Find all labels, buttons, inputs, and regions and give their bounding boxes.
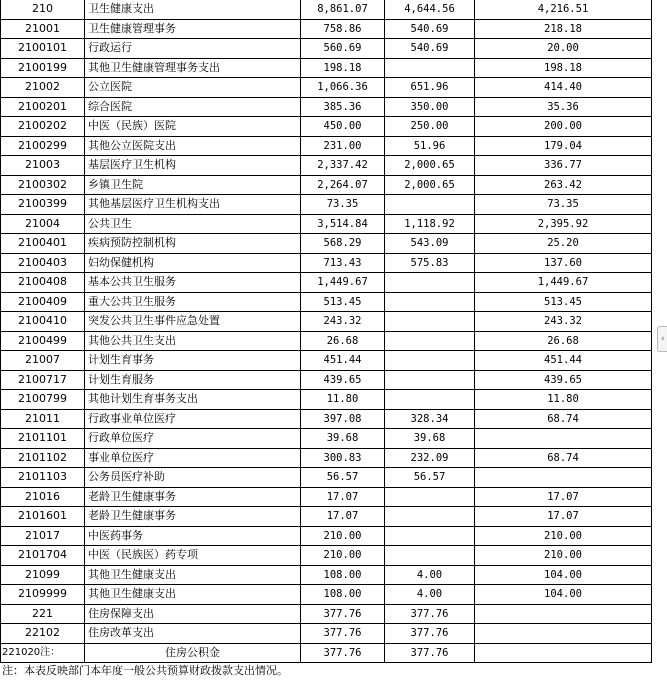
cell-name: 住房保障支出 bbox=[85, 604, 301, 624]
cell-code: 21001 bbox=[1, 19, 85, 39]
table-row bbox=[1, 429, 652, 449]
table-row bbox=[1, 390, 652, 410]
cell-total: 26.68 bbox=[301, 331, 385, 351]
table-row bbox=[1, 292, 652, 312]
table-row bbox=[1, 195, 652, 215]
cell-total: 385.36 bbox=[301, 97, 385, 117]
cell-basic: 328.34 bbox=[385, 409, 475, 429]
cell-code: 221020注： bbox=[1, 643, 85, 663]
cell-project: 2,395.92 bbox=[475, 214, 652, 234]
cell-name: 行政运行 bbox=[85, 39, 301, 59]
cell-name: 重大公共卫生服务 bbox=[85, 292, 301, 312]
table-row bbox=[1, 58, 652, 78]
cell-name: 公立医院 bbox=[85, 78, 301, 98]
table-row bbox=[1, 214, 652, 234]
cell-name: 住房改革支出 bbox=[85, 624, 301, 644]
scroll-tab-handle[interactable] bbox=[657, 326, 667, 352]
cell-total: 8,861.07 bbox=[301, 0, 385, 19]
table-row bbox=[1, 351, 652, 371]
table-row bbox=[1, 487, 652, 507]
cell-code: 2101103 bbox=[1, 468, 85, 488]
cell-total: 210.00 bbox=[301, 546, 385, 566]
cell-total: 39.68 bbox=[301, 429, 385, 449]
cell-total: 198.18 bbox=[301, 58, 385, 78]
table-row bbox=[1, 78, 652, 98]
cell-name: 行政事业单位医疗 bbox=[85, 409, 301, 429]
cell-project: 4,216.51 bbox=[475, 0, 652, 19]
cell-total: 568.29 bbox=[301, 234, 385, 254]
cell-code: 21017 bbox=[1, 526, 85, 546]
cell-name: 公务员医疗补助 bbox=[85, 468, 301, 488]
cell-name: 公共卫生 bbox=[85, 214, 301, 234]
table-row bbox=[1, 643, 652, 663]
cell-project: 200.00 bbox=[475, 117, 652, 137]
table-row bbox=[1, 624, 652, 644]
cell-basic bbox=[385, 312, 475, 332]
cell-project: 336.77 bbox=[475, 156, 652, 176]
cell-code: 2101601 bbox=[1, 507, 85, 527]
cell-total: 560.69 bbox=[301, 39, 385, 59]
cell-total: 17.07 bbox=[301, 507, 385, 527]
cell-code: 2100799 bbox=[1, 390, 85, 410]
cell-basic: 377.76 bbox=[385, 604, 475, 624]
table-row bbox=[1, 409, 652, 429]
cell-project: 451.44 bbox=[475, 351, 652, 371]
cell-total: 108.00 bbox=[301, 565, 385, 585]
cell-total: 3,514.84 bbox=[301, 214, 385, 234]
cell-name: 计划生育事务 bbox=[85, 351, 301, 371]
cell-project: 68.74 bbox=[475, 409, 652, 429]
cell-project: 218.18 bbox=[475, 19, 652, 39]
cell-total: 210.00 bbox=[301, 526, 385, 546]
cell-project: 17.07 bbox=[475, 487, 652, 507]
cell-total: 513.45 bbox=[301, 292, 385, 312]
cell-name: 基层医疗卫生机构 bbox=[85, 156, 301, 176]
cell-code: 2100410 bbox=[1, 312, 85, 332]
cell-name: 综合医院 bbox=[85, 97, 301, 117]
cell-name: 中医药事务 bbox=[85, 526, 301, 546]
cell-name: 其他卫生健康管理事务支出 bbox=[85, 58, 301, 78]
cell-basic bbox=[385, 58, 475, 78]
cell-basic: 540.69 bbox=[385, 19, 475, 39]
cell-basic: 377.76 bbox=[385, 643, 475, 663]
cell-code: 2100202 bbox=[1, 117, 85, 137]
table-row bbox=[1, 175, 652, 195]
table-row bbox=[1, 156, 652, 176]
cell-name: 妇幼保健机构 bbox=[85, 253, 301, 273]
cell-basic bbox=[385, 507, 475, 527]
chevron-left-icon: ‹ bbox=[661, 334, 665, 344]
cell-basic: 540.69 bbox=[385, 39, 475, 59]
cell-code: 2101704 bbox=[1, 546, 85, 566]
cell-total: 713.43 bbox=[301, 253, 385, 273]
cell-name: 乡镇卫生院 bbox=[85, 175, 301, 195]
cell-total: 11.80 bbox=[301, 390, 385, 410]
cell-code: 2101102 bbox=[1, 448, 85, 468]
table-row bbox=[1, 97, 652, 117]
cell-code: 2100199 bbox=[1, 58, 85, 78]
cell-total: 231.00 bbox=[301, 136, 385, 156]
cell-basic: 4.00 bbox=[385, 565, 475, 585]
cell-basic: 4,644.56 bbox=[385, 0, 475, 19]
cell-project: 17.07 bbox=[475, 507, 652, 527]
cell-code: 2100399 bbox=[1, 195, 85, 215]
cell-name: 行政单位医疗 bbox=[85, 429, 301, 449]
cell-total: 2,337.42 bbox=[301, 156, 385, 176]
cell-code: 221 bbox=[1, 604, 85, 624]
table-row bbox=[1, 234, 652, 254]
table-row bbox=[1, 0, 652, 19]
cell-project: 414.40 bbox=[475, 78, 652, 98]
cell-total: 56.57 bbox=[301, 468, 385, 488]
cell-code: 21002 bbox=[1, 78, 85, 98]
cell-basic: 232.09 bbox=[385, 448, 475, 468]
cell-project: 179.04 bbox=[475, 136, 652, 156]
cell-project bbox=[475, 429, 652, 449]
cell-code: 210 bbox=[1, 0, 85, 19]
cell-total: 377.76 bbox=[301, 624, 385, 644]
table-row bbox=[1, 468, 652, 488]
cell-code: 2100408 bbox=[1, 273, 85, 293]
table-row bbox=[1, 253, 652, 273]
cell-basic bbox=[385, 351, 475, 371]
cell-project: 198.18 bbox=[475, 58, 652, 78]
table-row bbox=[1, 546, 652, 566]
cell-code: 2100302 bbox=[1, 175, 85, 195]
cell-code: 21011 bbox=[1, 409, 85, 429]
cell-total: 108.00 bbox=[301, 585, 385, 605]
cell-total: 758.86 bbox=[301, 19, 385, 39]
table-body bbox=[1, 0, 652, 663]
cell-project: 26.68 bbox=[475, 331, 652, 351]
cell-basic: 1,118.92 bbox=[385, 214, 475, 234]
cell-code: 2100201 bbox=[1, 97, 85, 117]
cell-code: 2100499 bbox=[1, 331, 85, 351]
cell-project: 210.00 bbox=[475, 546, 652, 566]
cell-total: 450.00 bbox=[301, 117, 385, 137]
cell-total: 1,066.36 bbox=[301, 78, 385, 98]
cell-name: 突发公共卫生事件应急处置 bbox=[85, 312, 301, 332]
cell-basic: 4.00 bbox=[385, 585, 475, 605]
cell-basic: 56.57 bbox=[385, 468, 475, 488]
cell-basic bbox=[385, 390, 475, 410]
table-row bbox=[1, 565, 652, 585]
cell-total: 451.44 bbox=[301, 351, 385, 371]
cell-project: 439.65 bbox=[475, 370, 652, 390]
cell-name: 事业单位医疗 bbox=[85, 448, 301, 468]
cell-code: 2100403 bbox=[1, 253, 85, 273]
cell-basic: 543.09 bbox=[385, 234, 475, 254]
cell-code: 2100299 bbox=[1, 136, 85, 156]
cell-basic: 51.96 bbox=[385, 136, 475, 156]
cell-name: 老龄卫生健康事务 bbox=[85, 487, 301, 507]
cell-total: 2,264.07 bbox=[301, 175, 385, 195]
cell-project: 20.00 bbox=[475, 39, 652, 59]
cell-project bbox=[475, 643, 652, 663]
cell-code: 21004 bbox=[1, 214, 85, 234]
cell-basic: 2,000.65 bbox=[385, 156, 475, 176]
cell-basic: 250.00 bbox=[385, 117, 475, 137]
cell-total: 377.76 bbox=[301, 604, 385, 624]
cell-basic bbox=[385, 487, 475, 507]
cell-project: 73.35 bbox=[475, 195, 652, 215]
cell-total: 377.76 bbox=[301, 643, 385, 663]
cell-basic: 575.83 bbox=[385, 253, 475, 273]
table-row bbox=[1, 312, 652, 332]
table-row bbox=[1, 526, 652, 546]
cell-name: 其他卫生健康支出 bbox=[85, 565, 301, 585]
cell-code: 21099 bbox=[1, 565, 85, 585]
cell-project bbox=[475, 604, 652, 624]
cell-code: 2101101 bbox=[1, 429, 85, 449]
cell-name: 住房公积金 bbox=[85, 643, 301, 663]
cell-project: 25.20 bbox=[475, 234, 652, 254]
cell-code: 2100717 bbox=[1, 370, 85, 390]
cell-code: 2100409 bbox=[1, 292, 85, 312]
cell-code: 22102 bbox=[1, 624, 85, 644]
cell-code: 21016 bbox=[1, 487, 85, 507]
table-row bbox=[1, 39, 652, 59]
cell-project: 68.74 bbox=[475, 448, 652, 468]
cell-project: 210.00 bbox=[475, 526, 652, 546]
cell-project: 263.42 bbox=[475, 175, 652, 195]
cell-code: 2109999 bbox=[1, 585, 85, 605]
cell-total: 243.32 bbox=[301, 312, 385, 332]
table-row bbox=[1, 117, 652, 137]
cell-project: 137.60 bbox=[475, 253, 652, 273]
cell-basic bbox=[385, 331, 475, 351]
cell-project bbox=[475, 624, 652, 644]
cell-name: 基本公共卫生服务 bbox=[85, 273, 301, 293]
cell-basic: 651.96 bbox=[385, 78, 475, 98]
cell-code: 21003 bbox=[1, 156, 85, 176]
cell-name: 卫生健康支出 bbox=[85, 0, 301, 19]
table-row bbox=[1, 273, 652, 293]
cell-basic: 350.00 bbox=[385, 97, 475, 117]
cell-name: 其他计划生育事务支出 bbox=[85, 390, 301, 410]
cell-basic bbox=[385, 546, 475, 566]
table-row bbox=[1, 448, 652, 468]
cell-basic: 39.68 bbox=[385, 429, 475, 449]
cell-code: 21007 bbox=[1, 351, 85, 371]
cell-total: 397.08 bbox=[301, 409, 385, 429]
cell-code: 2100401 bbox=[1, 234, 85, 254]
cell-total: 300.83 bbox=[301, 448, 385, 468]
cell-name: 其他公共卫生支出 bbox=[85, 331, 301, 351]
cell-total: 17.07 bbox=[301, 487, 385, 507]
cell-basic bbox=[385, 273, 475, 293]
table-row bbox=[1, 604, 652, 624]
table-row bbox=[1, 331, 652, 351]
cell-basic bbox=[385, 292, 475, 312]
cell-project: 11.80 bbox=[475, 390, 652, 410]
cell-name: 疾病预防控制机构 bbox=[85, 234, 301, 254]
table-row bbox=[1, 585, 652, 605]
cell-basic bbox=[385, 370, 475, 390]
cell-basic: 377.76 bbox=[385, 624, 475, 644]
cell-total: 1,449.67 bbox=[301, 273, 385, 293]
cell-basic bbox=[385, 526, 475, 546]
cell-name: 其他卫生健康支出 bbox=[85, 585, 301, 605]
table-footnote: 注：本表反映部门本年度一般公共预算财政拨款支出情况。 bbox=[2, 664, 288, 677]
cell-project: 104.00 bbox=[475, 565, 652, 585]
cell-code: 2100101 bbox=[1, 39, 85, 59]
cell-project: 513.45 bbox=[475, 292, 652, 312]
table-row bbox=[1, 370, 652, 390]
cell-total: 439.65 bbox=[301, 370, 385, 390]
cell-name: 其他基层医疗卫生机构支出 bbox=[85, 195, 301, 215]
cell-name: 中医（民族）医院 bbox=[85, 117, 301, 137]
cell-name: 计划生育服务 bbox=[85, 370, 301, 390]
table-row bbox=[1, 19, 652, 39]
cell-name: 老龄卫生健康事务 bbox=[85, 507, 301, 527]
cell-project: 243.32 bbox=[475, 312, 652, 332]
cell-name: 卫生健康管理事务 bbox=[85, 19, 301, 39]
cell-project: 35.36 bbox=[475, 97, 652, 117]
cell-project: 104.00 bbox=[475, 585, 652, 605]
cell-name: 中医（民族医）药专项 bbox=[85, 546, 301, 566]
cell-name: 其他公立医院支出 bbox=[85, 136, 301, 156]
cell-basic: 2,000.65 bbox=[385, 175, 475, 195]
table-row bbox=[1, 136, 652, 156]
table-row bbox=[1, 507, 652, 527]
cell-total: 73.35 bbox=[301, 195, 385, 215]
cell-basic bbox=[385, 195, 475, 215]
cell-project: 1,449.67 bbox=[475, 273, 652, 293]
cell-project bbox=[475, 468, 652, 488]
